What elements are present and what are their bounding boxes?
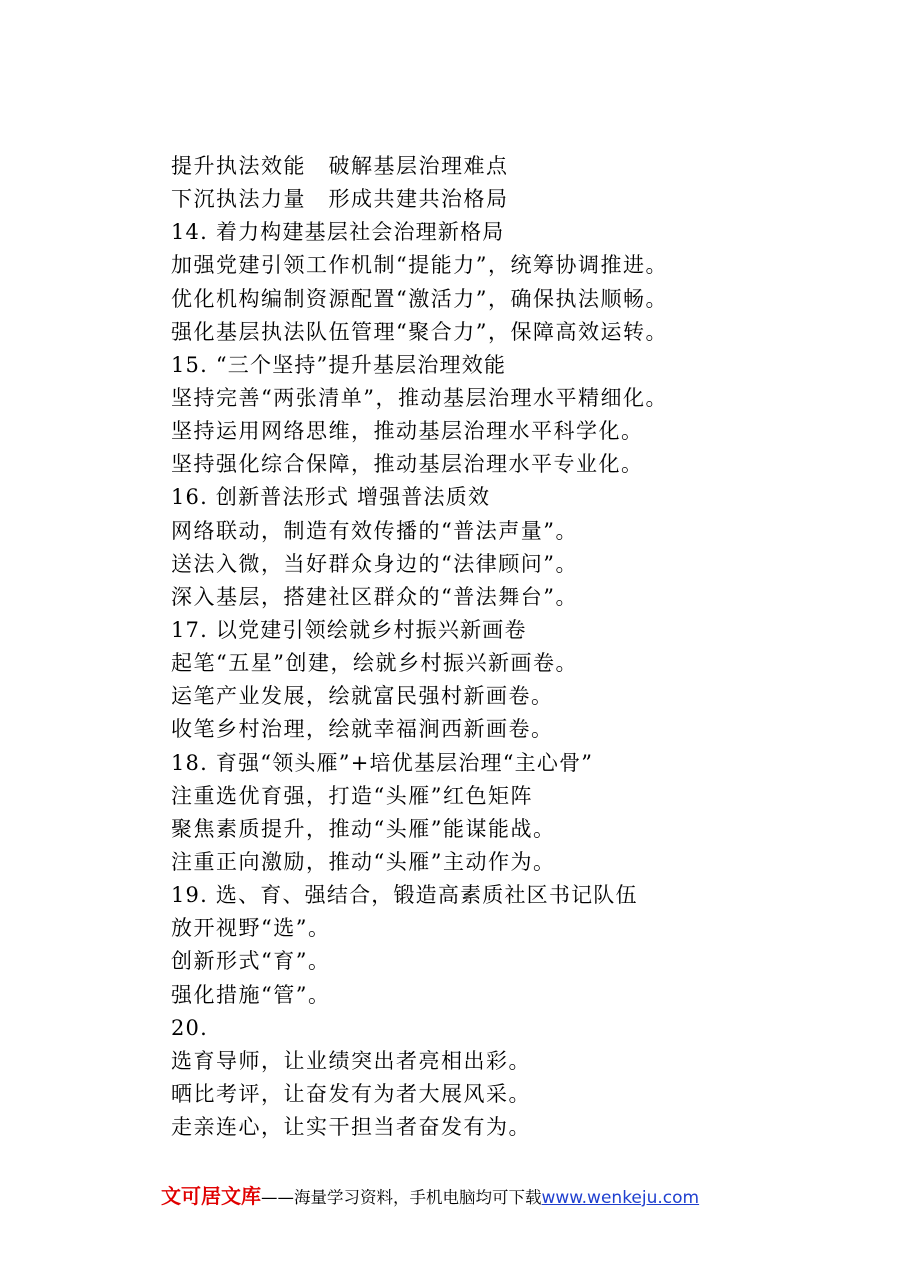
body-line: 选育导师，让业绩突出者亮相出彩。 <box>171 1048 531 1073</box>
body-line: 坚持强化综合保障，推动基层治理水平专业化。 <box>171 452 644 477</box>
body-line: 晒比考评，让奋发有为者大展风采。 <box>171 1081 531 1106</box>
website-link[interactable]: www.wenkeju.com <box>541 1188 700 1208</box>
section-heading-18: 18. 育强“领头雁”+培优基层治理“主心骨” <box>171 750 594 775</box>
body-line: 收笔乡村治理，绘就幸福涧西新画卷。 <box>171 717 554 742</box>
section-heading-17: 17. 以党建引领绘就乡村振兴新画卷 <box>171 617 527 642</box>
footer-slogan: ——海量学习资料，手机电脑均可下载 <box>261 1188 542 1207</box>
body-line: 深入基层，搭建社区群众的“普法舞台”。 <box>171 584 578 609</box>
body-line: 注重选优育强，打造“头雁”红色矩阵 <box>171 783 533 808</box>
body-line: 优化机构编制资源配置“激活力”，确保执法顺畅。 <box>171 286 668 311</box>
body-line: 下沉执法力量 形成共建共治格局 <box>171 187 509 212</box>
section-heading-20: 20. <box>171 1015 208 1040</box>
body-line: 强化措施“管”。 <box>171 982 331 1007</box>
body-line: 加强党建引领工作机制“提能力”，统筹协调推进。 <box>171 253 668 278</box>
body-line: 创新形式“育”。 <box>171 949 331 974</box>
body-line: 走亲连心，让实干担当者奋发有为。 <box>171 1115 531 1140</box>
body-line: 起笔“五星”创建，绘就乡村振兴新画卷。 <box>171 651 578 676</box>
body-line: 网络联动，制造有效传播的“普法声量”。 <box>171 518 578 543</box>
body-line: 送法入微，当好群众身边的“法律顾问”。 <box>171 551 578 576</box>
brand-name: 文可居文库 <box>161 1184 261 1208</box>
body-line: 聚焦素质提升，推动“头雁”能谋能战。 <box>171 816 556 841</box>
document-body <box>171 150 871 1144</box>
body-line: 注重正向激励，推动“头雁”主动作为。 <box>171 849 556 874</box>
body-line: 放开视野“选”。 <box>171 916 331 941</box>
body-line: 提升执法效能 破解基层治理难点 <box>171 154 509 178</box>
body-line: 运笔产业发展，绘就富民强村新画卷。 <box>171 684 554 709</box>
section-heading-16: 16. 创新普法形式 增强普法质效 <box>171 485 491 510</box>
footer-banner <box>161 1183 699 1211</box>
body-line: 坚持运用网络思维，推动基层治理水平科学化。 <box>171 419 644 444</box>
section-heading-14: 14. 着力构建基层社会治理新格局 <box>171 220 505 245</box>
section-heading-15: 15. “三个坚持”提升基层治理效能 <box>171 352 507 377</box>
section-heading-19: 19. 选、育、强结合，锻造高素质社区书记队伍 <box>171 883 638 908</box>
body-line: 强化基层执法队伍管理“聚合力”，保障高效运转。 <box>171 319 668 344</box>
body-line: 坚持完善“两张清单”，推动基层治理水平精细化。 <box>171 385 668 410</box>
